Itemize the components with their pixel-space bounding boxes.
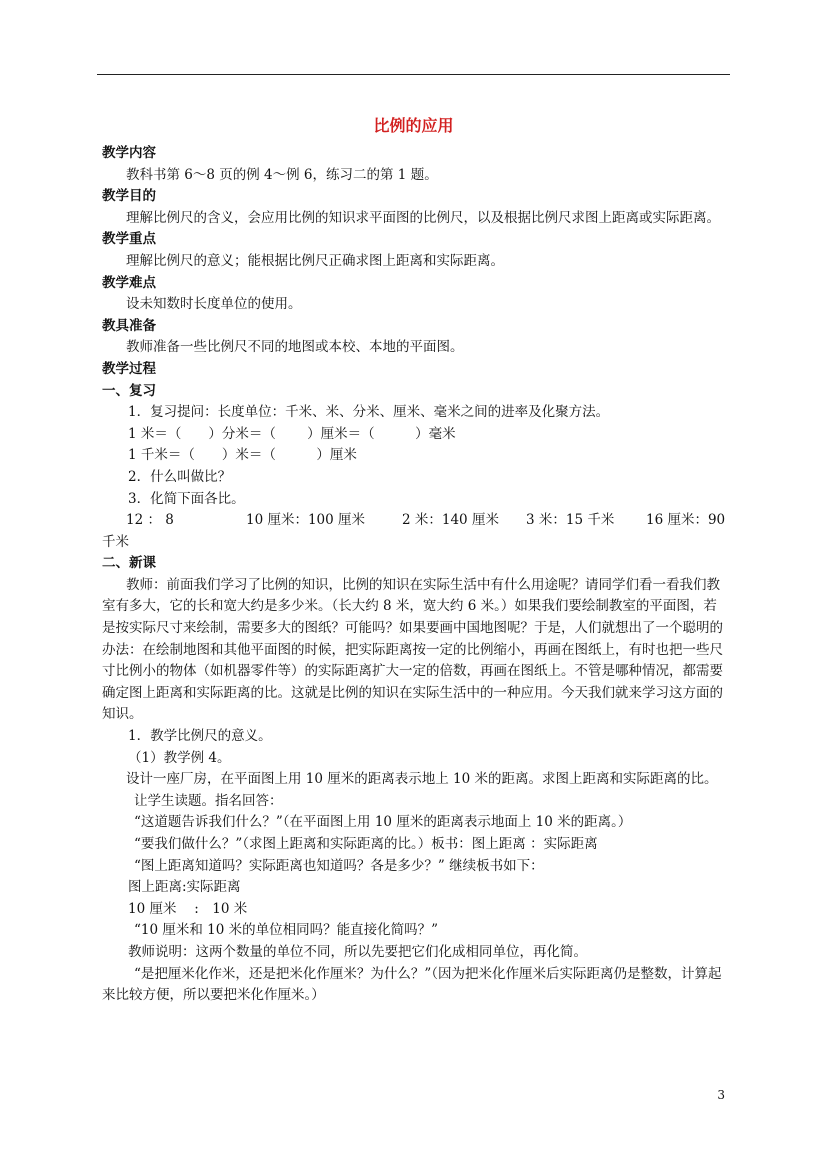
heading-goal: 教学目的 xyxy=(102,188,156,205)
document-title: 比例的应用 xyxy=(373,116,454,135)
document-body xyxy=(102,143,728,1007)
review-item-3: 3．化简下面各比。 xyxy=(128,490,245,507)
heading-difficulty: 教学难点 xyxy=(102,274,156,291)
ratio-3: 2 米：140 厘米 xyxy=(402,512,499,529)
ratio-4: 3 米：15 千米 xyxy=(526,512,615,529)
new-item-1-1: （1）教学例 4。 xyxy=(128,749,231,766)
heading-review: 一、复习 xyxy=(102,382,156,399)
heading-tools: 教具准备 xyxy=(102,317,156,334)
review-item-1b: 1 千米＝（ ）米＝（ ）厘米 xyxy=(128,447,357,464)
heading-process: 教学过程 xyxy=(102,360,156,377)
header-rule xyxy=(97,74,730,75)
heading-content: 教学内容 xyxy=(102,145,156,161)
board-line-1: 图上距离:实际距离 xyxy=(128,879,241,896)
review-item-1: 1．复习提问：长度单位：千米、米、分米、厘米、毫米之间的进率及化聚方法。 xyxy=(128,404,610,421)
new-item-1: 1．教学比例尺的意义。 xyxy=(128,728,272,745)
ratio-list xyxy=(102,510,728,532)
paragraph-tools: 教师准备一些比例尺不同的地图或本校、本地的平面图。 xyxy=(126,339,464,356)
paragraph-content: 教科书第 6～8 页的例 4～例 6，练习二的第 1 题。 xyxy=(126,166,438,183)
ratio-5: 16 厘米：90 xyxy=(646,512,726,529)
heading-new-lesson: 二、新课 xyxy=(102,555,156,572)
paragraph-teacher: 教师说明：这两个数量的单位不同，所以先要把它们化成相同单位，再化简。 xyxy=(128,943,587,960)
page-number: 3 xyxy=(717,1088,725,1102)
board-line-2: 10 厘米 : 10 米 xyxy=(128,900,248,917)
ratio-1: 12 ： 8 xyxy=(126,512,174,529)
paragraph-new-lesson: 教师：前面我们学习了比例的知识，比例的知识在实际生活中有什么用途呢？请同学们看一看我们教室有多大，它的长和宽大约是多少米。（长大约 8 米，宽大约 6 米。）如果我们要绘制教室的平面图，若是按实际尺寸来绘制，需要多大的图纸？可能吗？如果要画中国地图呢？于是，人们就想出了一个聪明的办法：在绘制地图和其他平面图的时候，把实际距离按一定的比例缩小，再画在图纸上，有时也把一些尺寸比例小的物体（如机器零件等）的实际距离扩大一定的倍数，再画在图纸上。不管是哪种情况，都需要确定图上距离和实际距离的比。这就是比例的知识在实际生活中的一种应用。今天我们就来学习这方面的知识。 xyxy=(102,576,723,723)
review-item-2: 2．什么叫做比？ xyxy=(128,468,232,485)
question-1: “这道题告诉我们什么？”（在平面图上用 10 厘米的距离表示地面上 10 米的距离。） xyxy=(134,814,632,831)
paragraph-focus: 理解比例尺的意义；能根据比例尺正确求图上距离和实际距离。 xyxy=(126,252,504,269)
question-3: “图上距离知道吗？实际距离也知道吗？各是多少？” 继续板书如下： xyxy=(134,857,544,874)
question-4: “10 厘米和 10 米的单位相同吗？能直接化简吗？” xyxy=(134,922,439,939)
question-5: “是把厘米化作米，还是把米化作厘米？为什么？”（因为把米化作厘米后实际距离仍是整数，计算起来比较方便，所以要把米化作厘米。） xyxy=(102,965,722,1004)
review-item-1a: 1 米＝（ ）分米＝（ ）厘米＝（ ）毫米 xyxy=(128,425,456,442)
ratio-5-continued: 千米 xyxy=(102,533,129,550)
heading-focus: 教学重点 xyxy=(102,231,156,248)
question-2: “要我们做什么？”（求图上距离和实际距离的比。）板书：图上距离 ：实际距离 xyxy=(134,836,598,852)
paragraph-example: 设计一座厂房，在平面图上用 10 厘米的距离表示地上 10 米的距离。求图上距离和实际距离的比。 xyxy=(126,771,718,788)
ratio-2: 10 厘米：100 厘米 xyxy=(246,512,366,529)
paragraph-goal: 理解比例尺的含义，会应用比例的知识求平面图的比例尺，以及根据比例尺求图上距离或实际距离。 xyxy=(126,209,720,226)
paragraph-read: 让学生读题。指名回答： xyxy=(134,792,283,809)
paragraph-difficulty: 设未知数时长度单位的使用。 xyxy=(126,296,302,313)
